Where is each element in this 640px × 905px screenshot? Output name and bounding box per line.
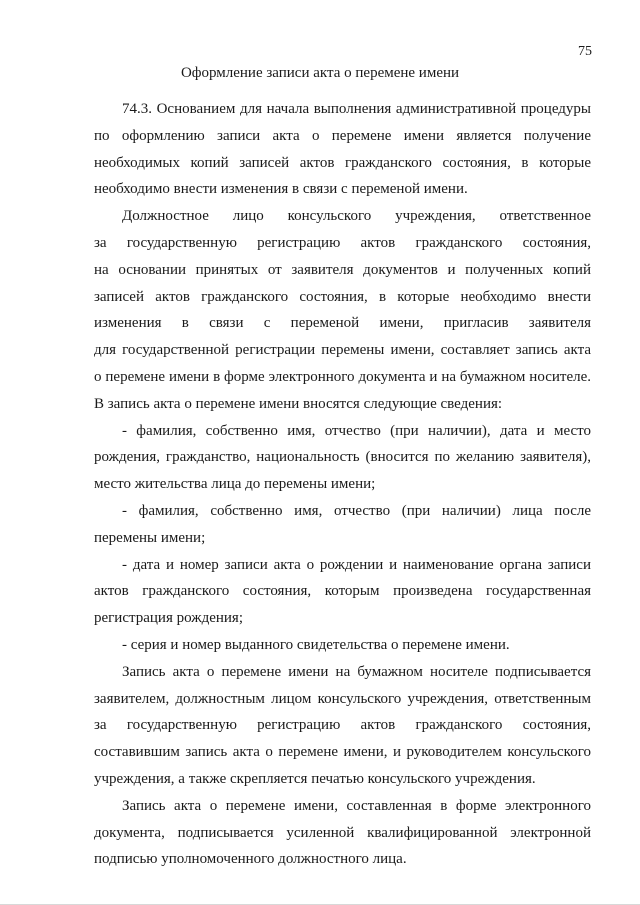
text-line: место жительства лица до перемены имени;: [94, 476, 376, 493]
text-line: необходимо внести изменения в связи с переменой имени.: [94, 181, 468, 198]
text-line: за государственную регистрацию актов гражданского состояния,: [94, 717, 591, 734]
text-line: регистрация рождения;: [94, 610, 243, 627]
text-line: Запись акта о перемене имени, составленная в форме электронного: [122, 797, 591, 814]
text-line: учреждения, а также скрепляется печатью консульского учреждения.: [94, 770, 536, 787]
text-line: - серия и номер выданного свидетельства о перемене имени.: [122, 636, 510, 653]
text-line: подписью уполномоченного должностного лица.: [94, 851, 407, 868]
text-line: на основании принятых от заявителя документов и полученных копий: [94, 261, 591, 278]
text-line: - фамилия, собственно имя, отчество (при наличии) лица после: [122, 502, 591, 519]
text-line: Должностное лицо консульского учреждения, ответственное: [122, 208, 591, 225]
text-line: по оформлению записи акта о перемене имени является получение: [94, 127, 591, 144]
text-line: актов гражданского состояния, которым произведена государственная: [94, 583, 591, 600]
text-line: В запись акта о перемене имени вносятся следующие сведения:: [94, 395, 503, 412]
text-line: изменения в связи с переменой имени, пригласив заявителя: [94, 315, 591, 332]
text-line: 74.3. Основанием для начала выполнения административной процедуры: [122, 101, 591, 117]
text-line: составившим запись акта о перемене имени, и руководителем консульского: [94, 744, 591, 761]
text-line: перемены имени;: [94, 529, 206, 546]
text-line: рождения, гражданство, национальность (вносится по желанию заявителя),: [94, 449, 591, 466]
text-line: заявителем, должностным лицом консульского учреждения, ответственным: [94, 690, 591, 707]
text-line: за государственную регистрацию актов гражданского состояния,: [94, 234, 591, 251]
text-line: Запись акта о перемене имени на бумажном носителе подписывается: [122, 663, 591, 680]
text-line: документа, подписывается усиленной квалифицированной электронной: [94, 824, 591, 841]
text-line: для государственной регистрации перемены имени, составляет запись акта: [94, 342, 591, 359]
text-line: о перемене имени в форме электронного документа и на бумажном носителе.: [94, 368, 591, 385]
section-title: Оформление записи акта о перемене имени: [180, 65, 460, 81]
text-line: записей актов гражданского состояния, в которые необходимо внести: [94, 288, 591, 305]
text-line: - дата и номер записи акта о рождении и наименование органа записи: [122, 556, 591, 573]
document-body: [94, 96, 591, 873]
page-number: 75: [578, 44, 592, 59]
text-line: - фамилия, собственно имя, отчество (при наличии), дата и место: [122, 422, 591, 439]
text-line: необходимых копий записей актов гражданского состояния, в которые: [94, 154, 591, 171]
